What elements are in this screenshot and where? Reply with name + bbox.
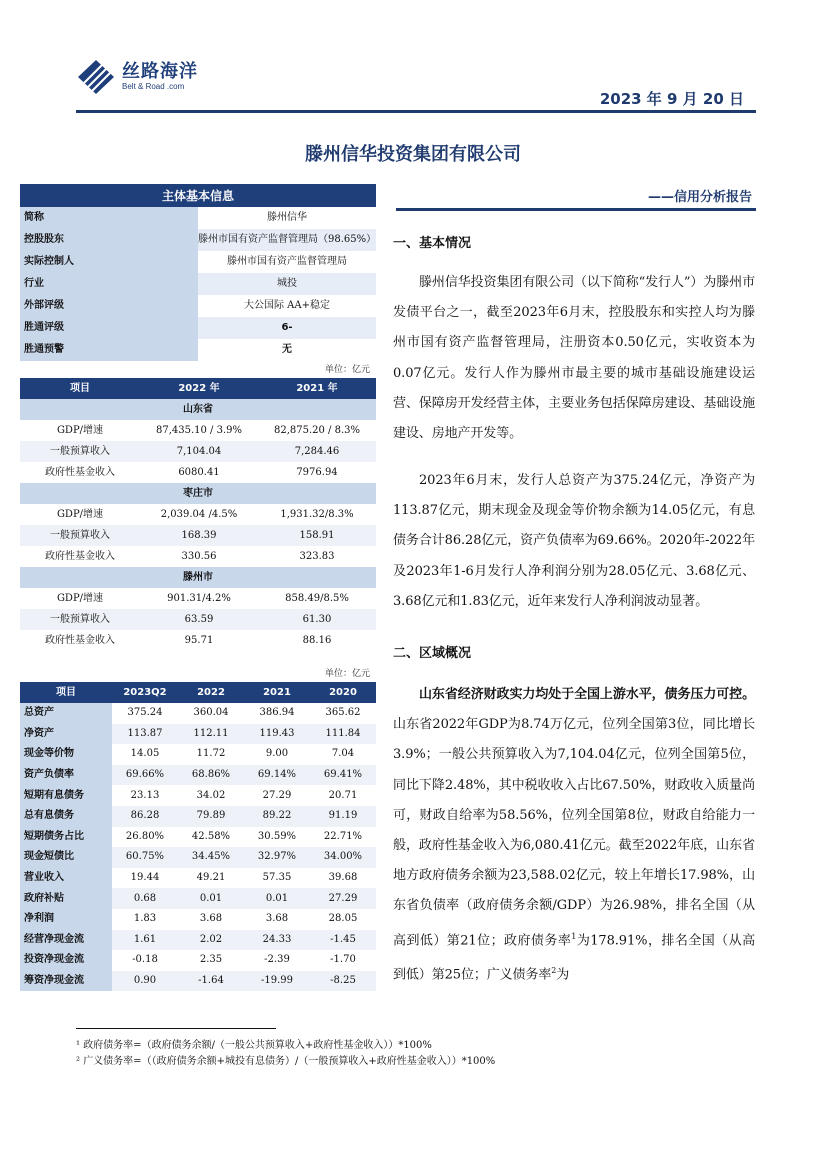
table-row [20, 950, 376, 971]
table-cell: 19.44 [130, 872, 160, 884]
info-value: 城投 [198, 273, 376, 295]
table-cell: 375.24 [127, 707, 163, 719]
fin-row-label: 营业收入 [20, 868, 112, 889]
unit-label: 单位：亿元 [324, 669, 370, 679]
table-cell: 323.83 [299, 550, 335, 562]
fin-row-label: 政府补贴 [20, 888, 112, 909]
table-cell: 20.71 [328, 789, 358, 801]
table-cell: 政府性基金收入 [45, 466, 115, 478]
paragraph-region-text: 为 [556, 967, 570, 983]
fin-col-header: 2020 [310, 682, 376, 703]
region-section-name: 滕州市 [20, 567, 376, 588]
logo-text: 丝路海洋 [122, 61, 198, 82]
table-cell: 一般预算收入 [20, 441, 140, 462]
subtitle-divider [396, 208, 756, 211]
table-cell: 一般预算收入 [20, 609, 140, 630]
logo-subtext: Belt & Road .com [122, 82, 185, 91]
fin-row-label: 总资产 [20, 703, 112, 724]
table-cell: 42.58% [191, 830, 231, 842]
info-value: 滕州信华 [267, 212, 307, 223]
table-row [20, 724, 376, 745]
table-row [20, 827, 376, 848]
table-cell: 2,039.04 /4.5% [160, 508, 238, 520]
region-economy-table [20, 378, 376, 651]
table-cell: 3.68 [265, 913, 289, 925]
table-cell: 386.94 [259, 707, 295, 719]
fin-row-label: 投资净现金流 [20, 950, 112, 971]
table-cell: 330.56 [181, 550, 217, 562]
table-cell: 858.49/8.5% [285, 592, 349, 604]
fin-row-label: 现金短债比 [20, 847, 112, 868]
region-col-header: 项目 [20, 378, 140, 399]
table-cell: -1.64 [178, 971, 244, 992]
table-cell: 91.19 [310, 806, 376, 827]
table-row [20, 441, 376, 462]
table-cell: 168.39 [140, 525, 258, 546]
table-cell: 0.01 [244, 888, 310, 909]
table-cell: 79.89 [178, 806, 244, 827]
fin-col-header: 2021 [244, 682, 310, 703]
info-value: 6- [198, 317, 376, 339]
table-cell: 86.28 [112, 806, 178, 827]
table-cell: 158.91 [258, 525, 376, 546]
footnote-2: ² 广义债务率=（（政府债务余额+城投有息债务）/（一般预算收入+政府性基金收入））*100% [76, 1056, 496, 1067]
basic-info-heading: 主体基本信息 [20, 184, 376, 207]
table-cell: 63.59 [140, 609, 258, 630]
table-cell: 27.29 [262, 789, 292, 801]
table-row [20, 504, 376, 525]
fin-row-label: 总有息债务 [20, 806, 112, 827]
table-cell: 60.75% [112, 847, 178, 868]
table-cell: GDP/增速 [56, 424, 104, 436]
table-row [20, 888, 376, 909]
info-key: 胜通预警 [20, 339, 198, 361]
table-cell: 87,435.10 / 3.9% [155, 424, 243, 436]
table-cell: 7.04 [331, 748, 355, 760]
fin-row-label: 筹资净现金流 [20, 971, 112, 992]
table-cell: 24.33 [244, 930, 310, 951]
table-cell: GDP/增速 [56, 592, 104, 604]
table-row [20, 909, 376, 930]
fin-row-label: 净资产 [20, 724, 112, 745]
info-key: 外部评级 [20, 295, 198, 317]
table-cell: 69.14% [244, 765, 310, 786]
table-row [20, 546, 376, 567]
region-section-row [20, 399, 376, 420]
table-row [20, 765, 376, 786]
region-section-row [20, 483, 376, 504]
table-cell: 69.66% [112, 765, 178, 786]
table-cell: 14.05 [130, 748, 160, 760]
table-cell: 0.01 [178, 888, 244, 909]
table-cell: 49.21 [196, 872, 226, 884]
table-cell: -2.39 [264, 954, 290, 966]
info-value: 滕州市国有资产监督管理局 [227, 256, 347, 267]
table-row [20, 420, 376, 441]
table-row [20, 847, 376, 868]
section-heading-region: 二、区域概况 [393, 646, 472, 661]
paragraph-region [393, 680, 755, 991]
table-cell: 政府性基金收入 [45, 634, 115, 646]
table-cell: -1.45 [310, 930, 376, 951]
table-cell: 0.90 [112, 971, 178, 992]
region-col-header: 2022 年 [140, 378, 258, 399]
table-cell: 88.16 [302, 634, 332, 646]
table-row [20, 868, 376, 889]
table-cell: 2.35 [199, 954, 223, 966]
table-cell: 23.13 [130, 789, 160, 801]
logo-mark-icon [76, 58, 116, 96]
table-cell: 7,284.46 [258, 441, 376, 462]
fin-col-header: 2023Q2 [112, 682, 178, 703]
table-cell: 28.05 [328, 913, 358, 925]
footnote-1: ¹ 政府债务率=（政府债务余额/（一般公共预算收入+政府性基金收入））*100% [76, 1040, 432, 1051]
section-heading-basic: 一、基本情况 [393, 236, 472, 251]
table-cell: 32.97% [244, 847, 310, 868]
table-cell: 6080.41 [178, 466, 220, 478]
info-value: 无 [282, 344, 292, 355]
table-cell: 365.62 [325, 707, 361, 719]
table-cell: 57.35 [262, 872, 292, 884]
paragraph-region-text: 山东省2022年GDP为8.74万亿元，位列全国第3位，同比增长3.9%；一般公共预算收入为7,104.04亿元，位列全国第5位，同比下降2.48%，其中税收收入占比67.50%，财政收入质量尚可，财政自给率为58.56%，位列全国第8位，财政自给能力一般，政府性基金收入为6,080.41亿元。截至2022年底，山东省地方政府债务余额为23,588.02亿元，较上年增长17.98%，山东省负债率（政府债务余额/GDP）为26.98%，排名全国（从高到低）第21位；政府债务率 [393, 717, 755, 948]
table-cell: 119.43 [244, 724, 310, 745]
table-cell: 111.84 [310, 724, 376, 745]
table-row [20, 785, 376, 806]
paragraph-region-lead: 山东省经济财政实力均处于全国上游水平，债务压力可控。 [419, 687, 755, 702]
report-date: 2023 年 9 月 20 日 [599, 90, 744, 108]
region-section-name: 山东省 [20, 399, 376, 420]
footnote-divider [76, 1028, 276, 1029]
table-cell: 61.30 [258, 609, 376, 630]
table-row [20, 703, 376, 724]
table-cell: -8.25 [310, 971, 376, 992]
table-cell: 3.68 [199, 913, 223, 925]
table-cell: 26.80% [125, 830, 165, 842]
table-cell: 0.68 [112, 888, 178, 909]
table-row [20, 525, 376, 546]
table-row [20, 630, 376, 651]
info-value: 大公国际 AA+稳定 [243, 300, 330, 311]
table-cell: -0.18 [132, 954, 158, 966]
fin-col-header: 项目 [20, 682, 112, 703]
logo [76, 58, 236, 96]
unit-label: 单位：亿元 [324, 365, 370, 375]
table-row [20, 462, 376, 483]
table-cell: 89.22 [244, 806, 310, 827]
region-section-row [20, 567, 376, 588]
table-row [20, 588, 376, 609]
table-cell: 2.02 [178, 930, 244, 951]
table-cell: 34.45% [178, 847, 244, 868]
table-cell: 一般预算收入 [20, 525, 140, 546]
info-key: 控股股东 [20, 229, 198, 251]
table-cell: -1.70 [330, 954, 356, 966]
table-cell: 30.59% [257, 830, 297, 842]
footnote-ref[interactable]: 1 [571, 931, 577, 941]
table-cell: 1.61 [112, 930, 178, 951]
info-key: 简称 [20, 207, 198, 229]
table-cell: 1.83 [133, 913, 157, 925]
financial-table [20, 682, 376, 991]
table-row [20, 930, 376, 951]
table-cell: 1,931.32/8.3% [280, 508, 354, 520]
table-cell: 113.87 [112, 724, 178, 745]
fin-row-label: 短期债务占比 [20, 827, 112, 848]
table-cell: 95.71 [184, 634, 214, 646]
region-section-name: 枣庄市 [20, 483, 376, 504]
fin-row-label: 短期有息债务 [20, 785, 112, 806]
fin-row-label: 经营净现金流 [20, 930, 112, 951]
table-cell: 27.29 [310, 888, 376, 909]
fin-row-label: 现金等价物 [20, 744, 112, 765]
info-key: 实际控制人 [20, 251, 198, 273]
info-key: 胜通评级 [20, 317, 198, 339]
header-divider [76, 110, 756, 113]
paragraph-region-text: 为178.91%，排名全国（从高到低）第25位；广义债务率 [393, 932, 755, 983]
table-row [20, 744, 376, 765]
paragraph-financials: 2023年6月末，发行人总资产为375.24亿元，净资产为113.87亿元，期末现金及现金等价物余额为14.05亿元，有息债务合计86.28亿元，资产负债率为69.66%。2020年-2022年及2023年1-6月发行人净利润分别为28.05亿元、3.68亿元、3.68亿元和1.83亿元，近年来发行人净利润波动显著。 [393, 473, 755, 609]
table-cell: 360.04 [193, 707, 229, 719]
report-subtitle: ——信用分析报告 [647, 190, 752, 205]
page-title: 滕州信华投资集团有限公司 [305, 144, 521, 165]
table-cell: 68.86% [178, 765, 244, 786]
table-row [20, 806, 376, 827]
fin-row-label: 资产负债率 [20, 765, 112, 786]
info-key: 行业 [20, 273, 198, 295]
table-cell: 9.00 [265, 748, 289, 760]
table-cell: 7976.94 [296, 466, 338, 478]
table-cell: 82,875.20 / 8.3% [273, 424, 361, 436]
region-col-header: 2021 年 [258, 378, 376, 399]
table-cell: -19.99 [244, 971, 310, 992]
table-cell: 政府性基金收入 [45, 550, 115, 562]
table-cell: 22.71% [323, 830, 363, 842]
footnote-ref[interactable]: 2 [551, 966, 557, 976]
fin-row-label: 净利润 [20, 909, 112, 930]
basic-info-table [20, 184, 376, 361]
table-cell: 39.68 [328, 872, 358, 884]
table-cell: 34.02 [196, 789, 226, 801]
table-cell: 34.00% [310, 847, 376, 868]
table-cell: 112.11 [178, 724, 244, 745]
info-value: 滕州市国有资产监督管理局（98.65%） [198, 229, 376, 251]
table-row [20, 609, 376, 630]
table-cell: 7,104.04 [140, 441, 258, 462]
fin-col-header: 2022 [178, 682, 244, 703]
table-cell: 901.31/4.2% [167, 592, 231, 604]
table-cell: GDP/增速 [56, 508, 104, 520]
paragraph-basic-info: 滕州信华投资集团有限公司（以下简称“发行人”）为滕州市发债平台之一，截至2023年6月末，控股股东和实控人均为滕州市国有资产监督管理局，注册资本0.50亿元，实收资本为0.07亿元。发行人作为滕州市最主要的城市基础设施建设运营、保障房开发经营主体，主要业务包括保障房建设、基础设施建设、房地产开发等。 [393, 275, 755, 442]
table-cell: 69.41% [310, 765, 376, 786]
table-cell: 11.72 [196, 748, 226, 760]
table-row [20, 971, 376, 992]
